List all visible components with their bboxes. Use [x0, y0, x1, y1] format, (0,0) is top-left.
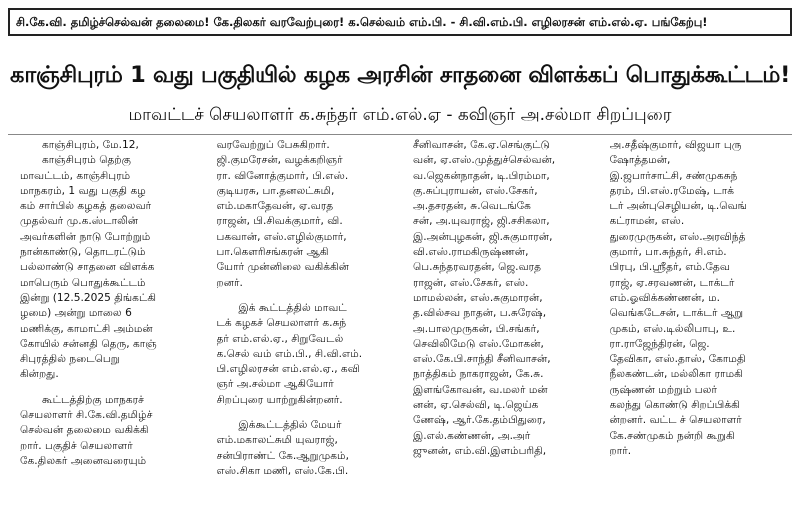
text-line: சிறப்புரை யாற்றுகின்றனர். — [216, 393, 343, 406]
text-line: கூட்டத்திற்கு மாநகரச் — [42, 393, 144, 406]
top-strip: சி.கே.வி. தமிழ்ச்செல்வன் தலைமை! கே.திலகர் வரவேற்புரை! க.செல்வம் எம்.பி. - சி.வி.எம்.பி. எழிலரசன் எம்.எல்.ஏ. பங்கேற்பு! — [8, 8, 792, 36]
text-line: அவர்களின் நாடு போற்றும் — [20, 230, 151, 243]
text-line: செல்வன் தலைமை வகிக்கி — [20, 424, 149, 437]
text-line: வி.எஸ்.ராமகிருஷ்ணன், — [413, 246, 529, 259]
text-line: றார். பகுதிச் செயலாளர் — [20, 439, 133, 452]
text-line: குமார், பா.சுந்தர், சி.எம். — [609, 246, 727, 259]
text-line: டர் அன்புசெழியன், டி.வெங் — [609, 200, 747, 213]
text-line: மாபெரும் பொதுக்கூட்டம் — [20, 276, 146, 289]
text-line: பா.கௌரிசங்கரன் ஆகி — [216, 246, 329, 259]
text-line: இக் கூட்டத்தில் மாவட் — [238, 301, 347, 314]
text-line: ரா.ராஜேந்திரன், ஜெ. — [609, 337, 710, 350]
text-line: எஸ்.சிகா மணி, எஸ்.கே.பி. — [216, 464, 349, 477]
text-line: காஞ்சிபுரம் தெற்கு — [42, 154, 131, 167]
text-line: எம்.ஓவிக்கண்ணன், ம. — [609, 291, 721, 304]
text-line: வரவேற்றுப் பேசுகிறார். — [216, 139, 330, 151]
divider — [8, 134, 792, 135]
text-line: கே.சண்முகம் நன்றி கூறுகி — [609, 429, 735, 442]
text-line: ஜுனன், எம்.வி.இளம்பரிதி, — [413, 444, 547, 457]
subheadline: மாவட்டச் செயலாளர் க.சுந்தர் எம்.எல்.ஏ - கவிஞர் அ.சல்மா சிறப்புரை — [128, 105, 672, 125]
paragraph-gap — [217, 291, 400, 301]
text-line: பி.எழிலரசன் எம்.எல்.ஏ., கவி — [216, 363, 360, 376]
text-line: ணேஷ், ஆர்.கே.தம்பிதுரை, — [413, 414, 546, 427]
text-line: தேவிகா, எஸ்.தாஸ், கோமதி — [609, 353, 746, 366]
text-line: றனர். — [216, 276, 243, 289]
text-line: கே.திலகர் அனைவரையும் — [20, 454, 147, 467]
text-line: ஜி.குமரேசன், வழக்கறிஞர் — [216, 154, 343, 167]
text-line: ராஜ், ஏ.சரவணன், டாக்டர் — [609, 276, 735, 289]
text-line: நீலகண்டன், மல்லிகா ராமகி — [609, 368, 743, 381]
text-line: செவிலிமேடு எஸ்.மோகன், — [413, 337, 544, 350]
text-line: ருஷ்ணன் மற்றும் பலர் — [609, 383, 717, 396]
text-line: அ.சதீஷ்குமார், விஜயா புரு — [609, 139, 742, 151]
text-line: நாத்திகம் நாகராஜன், கே.சு. — [413, 368, 544, 381]
text-line: சன், அ.யுவராஜ், ஜி.சசிகலா, — [413, 215, 550, 228]
text-line: க.செல் வம் எம்.பி., சி.வி.எம். — [216, 347, 363, 360]
text-line: ராஜன், பி.சிவக்குமார், வி. — [216, 215, 343, 228]
text-line: பல்லாண்டு சாதனை விளக்க — [20, 261, 155, 274]
text-line: ழமை) அன்று மாலை 6 — [20, 307, 132, 320]
text-line: பிரபு, பி.ஸ்ரீதர், எம்.தேவ — [609, 261, 730, 274]
text-line: டக் கழகச் செயலாளர் க.சுந் — [216, 317, 347, 330]
text-line: முகம், எஸ்.டில்லிபாபு, உ. — [609, 322, 736, 335]
text-line: கலந்து கொண்டு சிறப்பிக்கி — [609, 399, 740, 412]
text-line: எம்.மகாதேவன், ஏ.வரத — [216, 200, 334, 213]
text-line: பெ.சுந்தரவரதன், ஜெ.வரத — [413, 261, 542, 274]
column-3 — [413, 138, 596, 503]
text-line: வ.ஜெகன்நாதன், டி.பிரம்மா, — [413, 169, 550, 182]
text-line: செயலாளர் சி.கே.வி.தமிழ்ச் — [20, 409, 153, 422]
text-line: இ.அன்புழகன், ஜி.சுகுமாரன், — [413, 230, 553, 243]
text-line: மாநகரம், 1 வது பகுதி கழ — [20, 184, 146, 197]
text-line: யோர் முன்னிலை வகிக்கின் — [216, 261, 349, 274]
text-line: இ.ஜபார்சாட்சி, சண்முகசுந் — [609, 169, 738, 182]
text-line: எம்.மகாலட்சுமி யுவராஜ், — [216, 434, 338, 447]
text-line: இக்கூட்டத்தில் மேயர் — [238, 419, 342, 432]
text-line: குடியரசு, பா.தனலட்சுமி, — [216, 184, 335, 197]
text-line: வெங்கடேசன், டாக்டர் ஆறு — [609, 307, 744, 320]
text-line: தர் எம்.எல்.ஏ., சிறுவேடல் — [216, 332, 344, 345]
headline: காஞ்சிபுரம் 1 வது பகுதியில் கழக அரசின் சாதனை விளக்கப் பொதுக்கூட்டம்! — [9, 62, 791, 88]
text-line: ஞர் அ.சல்மா ஆகியோர் — [216, 378, 334, 391]
text-line: அ.பாலமுருகன், பி.சங்கர், — [413, 322, 540, 335]
text-line: கட்ராமன், எஸ். — [609, 215, 685, 228]
text-line: ரா. வினோத்குமார், பி.எஸ். — [216, 169, 349, 182]
article-body — [20, 138, 792, 503]
text-line: நான்காண்டு, தொடரட்டும் — [20, 246, 146, 259]
text-line: சீனிவாசன், கே.ஏ.செங்குட்டு — [413, 139, 550, 151]
text-line: றார். — [609, 444, 632, 457]
text-line: மணிக்கு, காமாட்சி அம்மன் — [20, 322, 153, 335]
text-line: மாமல்லன், எஸ்.சுகுமாரன், — [413, 291, 543, 304]
text-line: தரம், பி.எஸ்.ரமேஷ், டாக் — [609, 184, 735, 197]
column-4 — [610, 138, 793, 503]
text-line: எஸ்.கே.பி.சாந்தி சீனிவாசன், — [413, 353, 551, 366]
text-line: சிபுரத்தில் நடைபெறு — [20, 353, 120, 366]
text-line: இளங்கோவன், வ.மலர் மன் — [413, 383, 548, 396]
text-line: சன்பிராண்ட் கே.ஆறுமுகம், — [216, 449, 349, 462]
text-line: ராஜன், எஸ்.சேகர், எஸ். — [413, 276, 529, 289]
column-1 — [20, 138, 203, 503]
text-line: கோயில் சன்னதி தெரு, காஞ் — [20, 337, 157, 350]
text-line: பகவான், எஸ்.எழில்குமார், — [216, 230, 347, 243]
text-line: கம் சார்பில் கழகத் தலைவர் — [20, 200, 152, 213]
text-line: ஷோத்தமன், — [609, 154, 671, 167]
text-line: அ.தசரதன், சு.வெடங்கே — [413, 200, 531, 213]
text-line: காஞ்சிபுரம், மே.12, — [42, 139, 139, 151]
text-line: வன், ஏ.எஸ்.முத்துச்செல்வன், — [413, 154, 556, 167]
text-line: இன்று (12.5.2025 திங்கட்கி — [20, 291, 157, 304]
text-line: துரைமுருகன், எஸ்.அரவிந்த் — [609, 230, 746, 243]
column-2 — [217, 138, 400, 503]
paragraph-gap — [217, 408, 400, 418]
text-line: மாவட்டம், காஞ்சிபுரம் — [20, 169, 131, 182]
text-line: னன், ஏ.செல்வி, டி.ஜெய்க — [413, 399, 539, 412]
text-line: த.வில்சவ நாதன், ப.சுரேஷ், — [413, 307, 547, 320]
text-line: முதல்வர் மு.க.ஸ்டாலின் — [20, 215, 139, 228]
paragraph-gap — [20, 383, 203, 393]
text-line: கு.சுப்புராயன், எஸ்.சேகர், — [413, 184, 538, 197]
text-line: ன்றனர். வட்ட ச் செயலாளர் — [609, 414, 742, 427]
text-line: கின்றது. — [20, 368, 59, 381]
text-line: இ.எல்.கண்ணன், அ.அர் — [413, 429, 531, 442]
